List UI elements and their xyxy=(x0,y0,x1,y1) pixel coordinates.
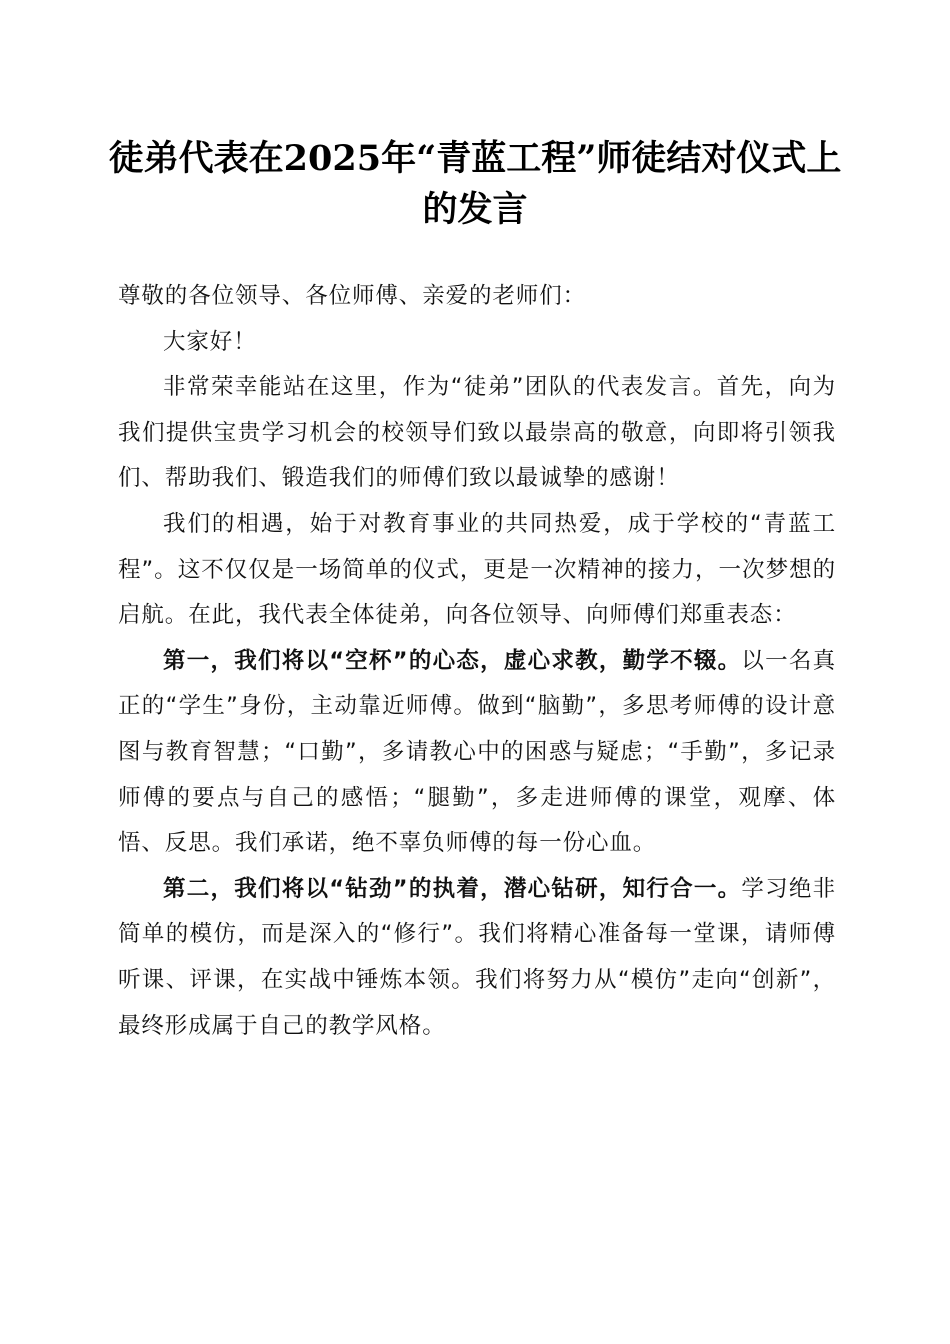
paragraph-point-two xyxy=(118,867,836,1049)
paragraph-text: 以一名真正的“学生”身份，主动靠近师傅。做到“脑勤”，多思考师傅的设计意图与教育智慧；“口勤”，多请教心中的困惑与疑虑；“手勤”，多记录师傅的要点与自己的感悟；“腿勤”，多走进师傅的课堂，观摩、体悟、反思。我们承诺，绝不辜负师傅的每一份心血。 xyxy=(118,647,836,857)
paragraph-text: 学习绝非简单的模仿，而是深入的“修行”。我们将精心准备每一堂课，请师傅听课、评课，在实战中锤炼本领。我们将努力从“模仿”走向“创新”，最终形成属于自己的教学风格。 xyxy=(118,875,836,1039)
document-title: 徒弟代表在2025年“青蓝工程”师徒结对仪式上的发言 xyxy=(108,138,842,230)
paragraph-lead: 第一，我们将以“空杯”的心态，虚心求教，勤学不辍。 xyxy=(163,647,742,674)
greeting: 大家好！ xyxy=(163,328,257,355)
paragraph-text: 非常荣幸能站在这里，作为“徒弟”团队的代表发言。首先，向为我们提供宝贵学习机会的校领导们致以最崇高的敬意，向即将引领我们、帮助我们、锻造我们的师傅们致以最诚挚的感谢！ xyxy=(118,374,836,492)
paragraph-point-one xyxy=(118,639,836,867)
document-body xyxy=(118,274,836,1049)
salutation: 尊敬的各位领导、各位师傅、亲爱的老师们： xyxy=(118,283,587,309)
paragraph-pledge-intro xyxy=(118,502,836,639)
paragraph-thanks xyxy=(118,365,836,502)
paragraph-lead: 第二，我们将以“钻劲”的执着，潜心钻研，知行合一。 xyxy=(163,875,742,902)
paragraph-text: 我们的相遇，始于对教育事业的共同热爱，成于学校的“青蓝工程”。这不仅仅是一场简单的仪式，更是一次精神的接力，一次梦想的启航。在此，我代表全体徒弟，向各位领导、向师傅们郑重表态： xyxy=(118,510,836,629)
